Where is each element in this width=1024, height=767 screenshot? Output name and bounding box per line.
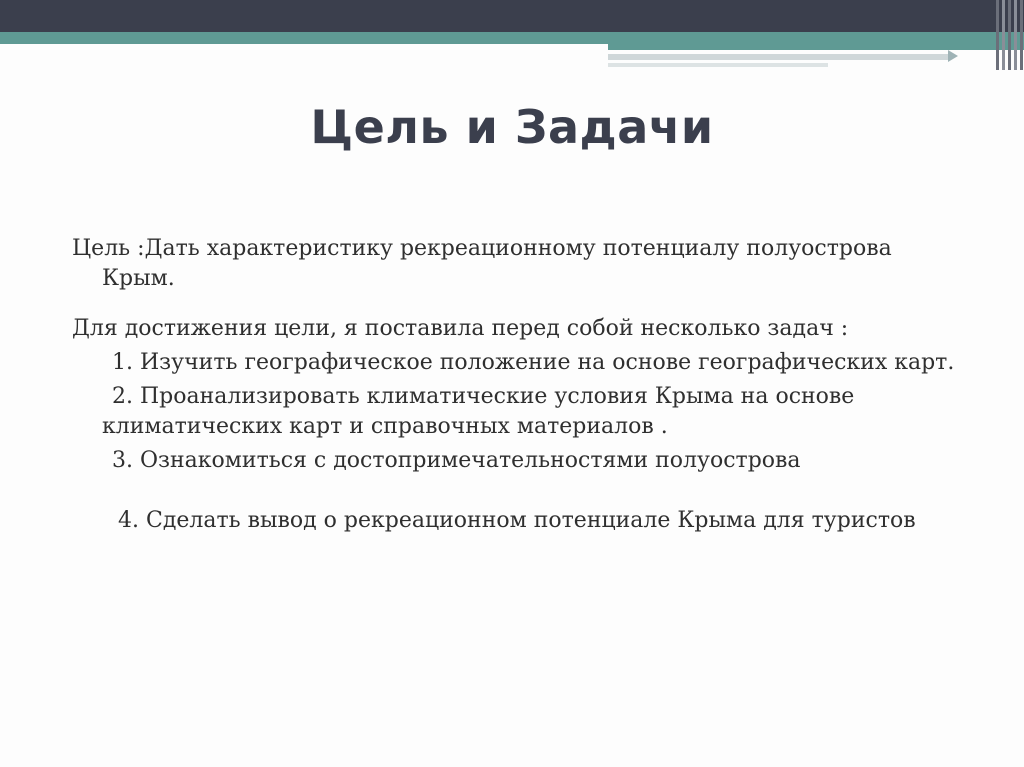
header-band-teal — [0, 32, 1024, 44]
task-item-4: 4. Сделать вывод о рекреационном потенциале Крыма для туристов — [118, 508, 916, 533]
slide-body — [72, 234, 972, 536]
goal-text-line2: Крым. — [102, 266, 175, 291]
header-band-teal-secondary — [608, 44, 1024, 50]
header-arrow-decoration — [948, 50, 958, 62]
task-item-2-line1: 2. Проанализировать климатические условия Крыма на основе — [112, 384, 855, 409]
task-item-1: 1. Изучить географическое положение на основе географических карт. — [112, 350, 955, 375]
task-item-3: 3. Ознакомиться с достопримечательностями полуострова — [112, 448, 801, 473]
header-edge-bars — [996, 0, 1024, 70]
page-title: Цель и Задачи — [310, 100, 714, 154]
goal-text-line1: Цель :Дать характеристику рекреационному потенциалу полуострова — [72, 236, 892, 261]
header-band-dark — [0, 0, 1024, 32]
header-band-lighter — [608, 63, 828, 67]
tasks-intro: Для достижения цели, я поставила перед собой несколько задач : — [72, 316, 849, 341]
header-band-light — [608, 54, 948, 60]
task-item-2-line2: климатических карт и справочных материалов . — [102, 414, 668, 439]
